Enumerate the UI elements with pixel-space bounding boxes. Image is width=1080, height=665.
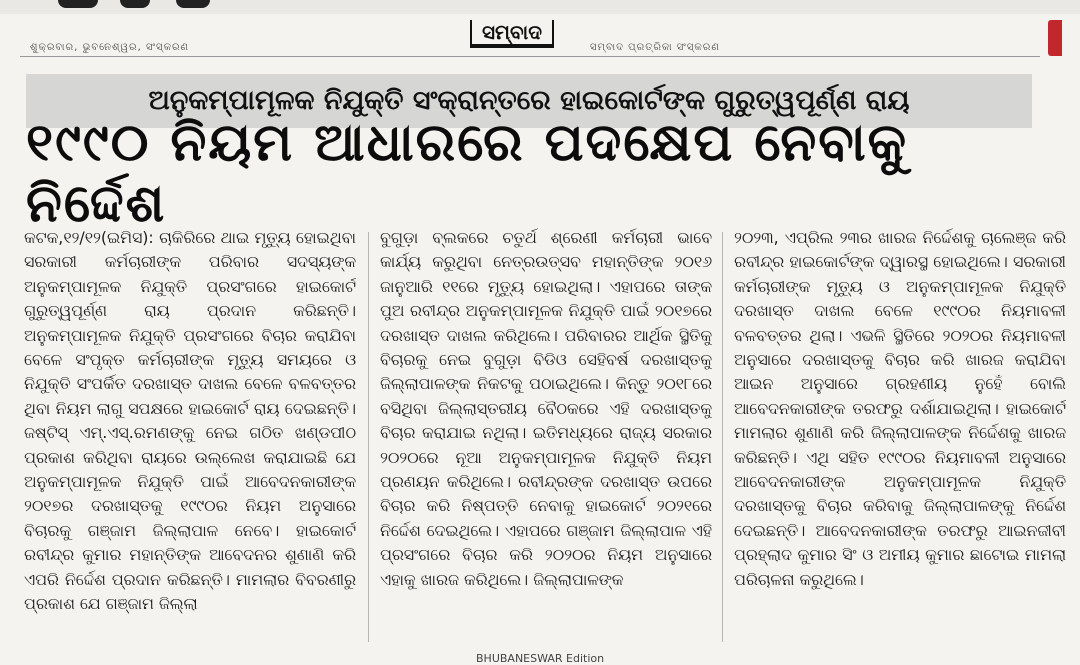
top-strip xyxy=(0,0,1080,14)
clipped-heading-fragment xyxy=(58,0,98,8)
article-column-3 xyxy=(734,226,1066,646)
newspaper-logo: ସମ୍ବାଦ xyxy=(470,20,554,48)
article-paragraph: ୨୦୨୩, ଏପ୍ରିଲ ୨୩ର ଖାରଜ ନିର୍ଦ୍ଦେଶକୁ ଚାଲେଞ୍ଜ କରି ରବୀନ୍ଦ୍ର ହାଇକୋର୍ଟଙ୍କ ଦ୍ୱାରସ୍ଥ ହୋଇଥିଲେ। ସରକାରୀ କର୍ମଚାରୀଙ୍କ ମୃତ୍ୟୁ ଓ ଅନୁକମ୍ପାମୂଳକ ନିଯୁକ୍ତି ଦରଖାସ୍ତ ଦାଖଲ ବେଳେ ୧୯୯୦ର ନିୟମାବଳୀ ବଳବତ୍ତର ଥିଲା। ଏଭଳି ସ୍ଥିତିରେ ୨୦୨୦ର ନିୟମାବଳୀ ଅନୁସାରେ ଦରଖାସ୍ତକୁ ବିଚାର କରି ଖାରଜ କରାଯିବା ଆଇନ ଅନୁସାରେ ଗ୍ରହଣୀୟ ନୁହେଁ ବୋଲି ଆବେଦନକାରୀଙ୍କ ତରଫରୁ ଦର୍ଶାଯାଇଥିଲା। ହାଇକୋର୍ଟ ମାମଲାର ଶୁଣାଣି କରି ଜିଲ୍ଲାପାଳଙ୍କ ନିର୍ଦ୍ଦେଶକୁ ଖାରଜ କରିଛନ୍ତି। ଏଥି ସହିତ ୧୯୯୦ର ନିୟମାବଳୀ ଅନୁସାରେ ଆବେଦନକାରୀଙ୍କ ଅନୁକମ୍ପାମୂଳକ ନିଯୁକ୍ତି ଦରଖାସ୍ତକୁ ବିଚାର କରିବାକୁ ଜିଲ୍ଲାପାଳଙ୍କୁ ନିର୍ଦ୍ଦେଶ ଦେଇଛନ୍ତି। ଆବେଦନକାରୀଙ୍କ ତରଫରୁ ଆଇନଜୀବୀ ପ୍ରହ୍ଲାଦ କୁମାର ସିଂ ଓ ଅମୀୟ କୁମାର ଛାଟୋଇ ମାମଲା ପରିଚାଳନା କରୁଥିଲେ। xyxy=(734,228,1066,589)
masthead-meta-right: ସମ୍ବାଦ ପ୍ରତ୍ରିକା ସଂସ୍କରଣ xyxy=(590,42,720,53)
column-divider xyxy=(722,232,723,642)
headline xyxy=(26,113,1032,234)
kicker-text: ଅନୁକମ୍ପାମୂଳକ ନିଯୁକ୍ତି ସଂକ୍ରାନ୍ତରେ ହାଇକୋର୍ଟଙ୍କ ଗୁରୁତ୍ୱପୂର୍ଣ୍ଣ ରାୟ xyxy=(148,85,910,116)
headline-text: ୧୯୯୦ ନିୟମ ଆଧାରରେ ପଦକ୍ଷେପ ନେବାକୁ ନିର୍ଦ୍ଦେଶ xyxy=(26,113,909,234)
masthead-rule xyxy=(20,56,1040,57)
edition-label: BHUBANESWAR Edition xyxy=(476,652,605,665)
article-paragraph: ବୁଗୁଡ଼ା ବ୍ଲକରେ ଚତୁର୍ଥ ଶ୍ରେଣୀ କର୍ମଚାରୀ ଭାବେ କାର୍ଯ୍ୟ କରୁଥିବା ନେତ୍ରଉତ୍ସବ ମହାନ୍ତିଙ୍କ ୨୦୧୬ ଜାନୁଆରି ୧୧ରେ ମୃତ୍ୟୁ ହୋଇଥିଲା। ଏହାପରେ ତାଙ୍କ ପୁଅ ରବୀନ୍ଦ୍ର ଅନୁକମ୍ପାମୂଳକ ନିଯୁକ୍ତି ପାଇଁ ୨୦୧୭ରେ ଦରଖାସ୍ତ ଦାଖଲ କରିଥିଲେ। ପରିବାରର ଆର୍ଥିକ ସ୍ଥିତିକୁ ବିଚାରକୁ ନେଇ ବୁଗୁଡ଼ା ବିଡିଓ ସେହିବର୍ଷ ଦରଖାସ୍ତକୁ ଜିଲ୍ଲାପାଳଙ୍କ ନିକଟକୁ ପଠାଇଥିଲେ। କିନ୍ତୁ ୨୦୧୮ରେ ବସିଥିବା ଜିଲ୍ଲାସ୍ତରୀୟ ବୈଠକରେ ଏହି ଦରଖାସ୍ତକୁ ବିଚାର କରାଯାଇ ନଥିଲା। ଇତିମଧ୍ୟରେ ରାଜ୍ୟ ସରକାର ୨୦୨୦ରେ ନୂଆ ଅନୁକମ୍ପାମୂଳକ ନିଯୁକ୍ତି ନିୟମ ପ୍ରଣୟନ କରିଥିଲେ। ରବୀନ୍ଦ୍ରଙ୍କ ଦରଖାସ୍ତ ଉପରେ ବିଚାର କରି ନିଷ୍ପତ୍ତି ନେବାକୁ ହାଇକୋର୍ଟ ୨୦୨୧ରେ ନିର୍ଦ୍ଦେଶ ଦେଇଥିଲେ। ଏହାପରେ ଗଞ୍ଜାମ ଜିଲ୍ଲାପାଳ ଏହି ପ୍ରସଂଗରେ ବିଚାର କରି ୨୦୨୦ର ନିୟମ ଅନୁସାରେ ଏହାକୁ ଖାରଜ କରିଥିଲେ। ଜିଲ୍ଲାପାଳଙ୍କ xyxy=(380,228,712,589)
clipped-heading-fragment xyxy=(120,0,150,8)
masthead-meta-left: ଶୁକ୍ରବାର, ଭୁବନେଶ୍ୱର, ସଂସ୍କରଣ xyxy=(30,42,190,53)
column-divider xyxy=(368,232,369,642)
clipped-heading-fragment xyxy=(176,0,210,8)
article-column-2 xyxy=(380,226,712,646)
red-page-tab xyxy=(1048,20,1062,56)
article-column-1 xyxy=(24,226,356,646)
article-body xyxy=(24,226,1066,646)
masthead xyxy=(0,14,1080,60)
article-paragraph: କଟକ,୧୨/୧୨(ଇମିସ): ଚାକିରିରେ ଥାଇ ମୃତ୍ୟୁ ହୋଇଥିବା ସରକାରୀ କର୍ମଚାରୀଙ୍କ ପରିବାର ସଦସ୍ୟଙ୍କ ଅନୁକମ୍ପାମୂଳକ ନିଯୁକ୍ତି ପ୍ରସଂଗରେ ହାଇକୋର୍ଟ ଗୁରୁତ୍ୱପୂର୍ଣ୍ଣ ରାୟ ପ୍ରଦାନ କରିଛନ୍ତି। ଅନୁକମ୍ପାମୂଳକ ନିଯୁକ୍ତି ପ୍ରସଂଗରେ ବିଚାର କରାଯିବା ବେଳେ ସଂପୃକ୍ତ କର୍ମଚାରୀଙ୍କ ମୃତ୍ୟୁ ସମୟରେ ଓ ନିଯୁକ୍ତି ସଂପର୍କିତ ଦରଖାସ୍ତ ଦାଖଲ ବେଳେ ବଳବତ୍ତର ଥିବା ନିୟମ ଲାଗୁ ସପକ୍ଷରେ ହାଇକୋର୍ଟ ରାୟ ଦେଇଛନ୍ତି। ଜଷ୍ଟିସ୍ ଏମ୍.ଏସ୍.ରମଣଙ୍କୁ ନେଇ ଗଠିତ ଖଣ୍ଡପୀଠ ପ୍ରକାଶ କରିଥିବା ରାୟରେ ଉଲ୍ଲେଖ କରାଯାଇଛି ଯେ ଅନୁକମ୍ପାମୂଳକ ନିଯୁକ୍ତି ପାଇଁ ଆବେଦନକାରୀଙ୍କ ୨୦୧୭ର ଦରଖାସ୍ତକୁ ୧୯୯୦ର ନିୟମ ଅନୁସାରେ ବିଚାରକୁ ଗଞ୍ଜାମ ଜିଲ୍ଲାପାଳ ନେବେ। ହାଇକୋର୍ଟ ରବୀନ୍ଦ୍ର କୁମାର ମହାନ୍ତିଙ୍କ ଆବେଦନର ଶୁଣାଣି କରି ଏପରି ନିର୍ଦ୍ଦେଶ ପ୍ରଦାନ କରିଛନ୍ତି। ମାମଲାର ବିବରଣୀରୁ ପ୍ରକାଶ ଯେ ଗଞ୍ଜାମ ଜିଲ୍ଲା xyxy=(24,228,356,614)
